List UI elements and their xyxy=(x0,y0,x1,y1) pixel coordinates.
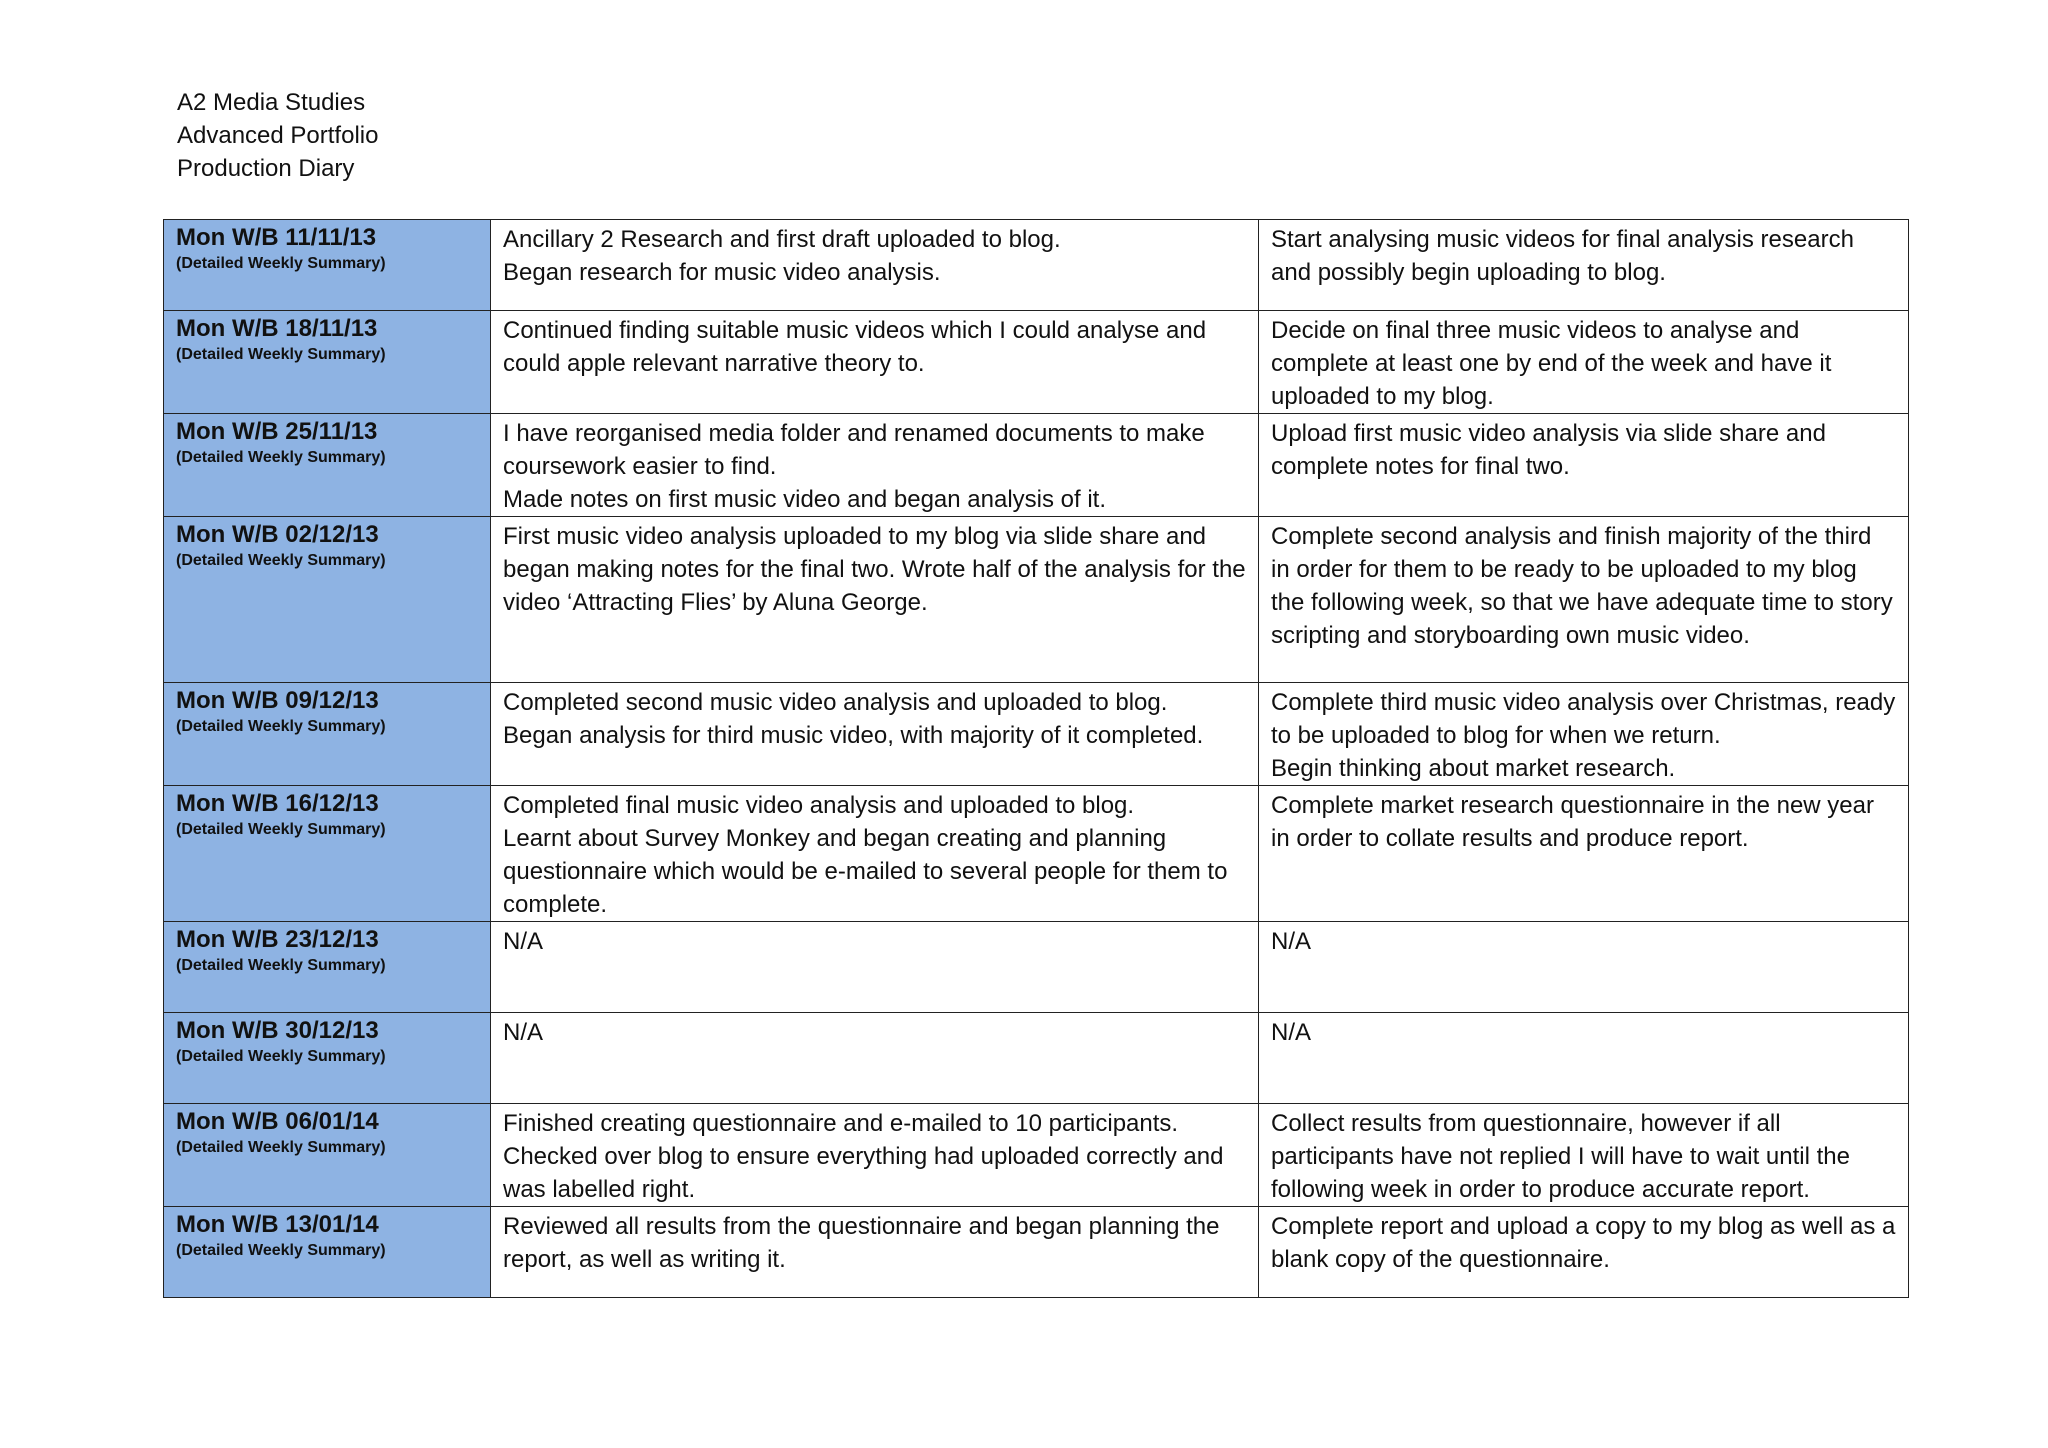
cell-text: N/A xyxy=(503,928,544,955)
next-steps-cell xyxy=(1259,414,1909,517)
table-row xyxy=(164,1013,1909,1104)
cell-text: Checked over blog to ensure everything had uploaded correctly and was labelled right. xyxy=(503,1143,1224,1203)
cell-text: Continued finding suitable music videos which I could analyse and could apple relevant narrative theory to. xyxy=(503,317,1207,377)
cell-text: Decide on final three music videos to analyse and complete at least one by end of the week and have it uploaded to my blog. xyxy=(1271,317,1832,410)
week-summary-note: (Detailed Weekly Summary) xyxy=(176,552,386,569)
progress-cell xyxy=(491,1207,1259,1298)
week-label: Mon W/B 23/12/13 xyxy=(176,926,379,953)
table-row xyxy=(164,1207,1909,1298)
week-cell xyxy=(164,922,491,1013)
week-cell xyxy=(164,311,491,414)
progress-cell xyxy=(491,220,1259,311)
next-steps-cell xyxy=(1259,517,1909,683)
cell-text: Reviewed all results from the questionnaire and began planning the report, as well as writing it. xyxy=(503,1213,1220,1273)
cell-text: Complete market research questionnaire in the new year in order to collate results and produce report. xyxy=(1271,792,1874,852)
cell-text: Learnt about Survey Monkey and began creating and planning questionnaire which would be e-mailed to several people for them to complete. xyxy=(503,825,1228,918)
cell-text: Complete third music video analysis over Christmas, ready to be uploaded to blog for when we return. xyxy=(1271,689,1896,749)
portfolio-title: Advanced Portfolio xyxy=(177,122,379,149)
table-row xyxy=(164,220,1909,311)
cell-text: I have reorganised media folder and renamed documents to make coursework easier to find. xyxy=(503,420,1205,480)
week-summary-note: (Detailed Weekly Summary) xyxy=(176,718,386,735)
week-summary-note: (Detailed Weekly Summary) xyxy=(176,449,386,466)
next-steps-cell xyxy=(1259,922,1909,1013)
week-label: Mon W/B 06/01/14 xyxy=(176,1108,379,1135)
cell-text: Upload first music video analysis via slide share and complete notes for final two. xyxy=(1271,420,1826,480)
table-row xyxy=(164,1104,1909,1207)
week-summary-note: (Detailed Weekly Summary) xyxy=(176,346,386,363)
week-label: Mon W/B 16/12/13 xyxy=(176,790,379,817)
week-label: Mon W/B 11/11/13 xyxy=(176,224,377,251)
diary-table-body xyxy=(164,220,1909,1298)
cell-text: Finished creating questionnaire and e-mailed to 10 participants. xyxy=(503,1110,1179,1137)
next-steps-cell xyxy=(1259,1207,1909,1298)
cell-text: N/A xyxy=(503,1019,544,1046)
progress-cell xyxy=(491,922,1259,1013)
week-cell xyxy=(164,683,491,786)
week-label: Mon W/B 30/12/13 xyxy=(176,1017,379,1044)
cell-text: Completed second music video analysis and uploaded to blog. xyxy=(503,689,1168,716)
table-row xyxy=(164,517,1909,683)
week-cell xyxy=(164,1013,491,1104)
diary-title: Production Diary xyxy=(177,155,355,182)
week-cell xyxy=(164,414,491,517)
week-summary-note: (Detailed Weekly Summary) xyxy=(176,1139,386,1156)
progress-cell xyxy=(491,1013,1259,1104)
progress-cell xyxy=(491,414,1259,517)
next-steps-cell xyxy=(1259,786,1909,922)
week-summary-note: (Detailed Weekly Summary) xyxy=(176,957,386,974)
week-summary-note: (Detailed Weekly Summary) xyxy=(176,1242,386,1259)
next-steps-cell xyxy=(1259,1104,1909,1207)
cell-text: Began research for music video analysis. xyxy=(503,259,941,286)
week-label: Mon W/B 09/12/13 xyxy=(176,687,379,714)
cell-text: Begin thinking about market research. xyxy=(1271,755,1676,782)
next-steps-cell xyxy=(1259,683,1909,786)
progress-cell xyxy=(491,1104,1259,1207)
cell-text: Made notes on first music video and began analysis of it. xyxy=(503,486,1106,513)
progress-cell xyxy=(491,517,1259,683)
week-label: Mon W/B 25/11/13 xyxy=(176,418,378,445)
week-label: Mon W/B 13/01/14 xyxy=(176,1211,379,1238)
table-row xyxy=(164,786,1909,922)
cell-text: N/A xyxy=(1271,1019,1312,1046)
week-summary-note: (Detailed Weekly Summary) xyxy=(176,1048,386,1065)
table-row xyxy=(164,414,1909,517)
week-cell xyxy=(164,786,491,922)
week-summary-note: (Detailed Weekly Summary) xyxy=(176,255,386,272)
progress-cell xyxy=(491,683,1259,786)
production-diary-table xyxy=(163,219,1909,1298)
table-row xyxy=(164,683,1909,786)
week-cell xyxy=(164,1207,491,1298)
table-row xyxy=(164,311,1909,414)
cell-text: First music video analysis uploaded to my blog via slide share and began making notes for the final two. Wrote half of the analysis for the video ‘Attracting Flies’ by Aluna George. xyxy=(503,523,1246,616)
week-cell xyxy=(164,1104,491,1207)
cell-text: N/A xyxy=(1271,928,1312,955)
week-cell xyxy=(164,517,491,683)
next-steps-cell xyxy=(1259,1013,1909,1104)
week-cell xyxy=(164,220,491,311)
week-label: Mon W/B 02/12/13 xyxy=(176,521,379,548)
table-row xyxy=(164,922,1909,1013)
week-summary-note: (Detailed Weekly Summary) xyxy=(176,821,386,838)
course-title: A2 Media Studies xyxy=(177,89,366,116)
progress-cell xyxy=(491,311,1259,414)
document-header xyxy=(177,86,378,185)
cell-text: Complete report and upload a copy to my blog as well as a blank copy of the questionnaire. xyxy=(1271,1213,1896,1273)
next-steps-cell xyxy=(1259,311,1909,414)
cell-text: Completed final music video analysis and uploaded to blog. xyxy=(503,792,1135,819)
next-steps-cell xyxy=(1259,220,1909,311)
progress-cell xyxy=(491,786,1259,922)
cell-text: Collect results from questionnaire, however if all participants have not replied I will have to wait until the following week in order to produce accurate report. xyxy=(1271,1110,1850,1203)
cell-text: Complete second analysis and finish majority of the third in order for them to be ready to be uploaded to my blog the following week, so that we have adequate time to story scripting and storyboarding own music video. xyxy=(1271,523,1893,649)
cell-text: Ancillary 2 Research and first draft uploaded to blog. xyxy=(503,226,1061,253)
week-label: Mon W/B 18/11/13 xyxy=(176,315,378,342)
cell-text: Began analysis for third music video, with majority of it completed. xyxy=(503,722,1204,749)
cell-text: Start analysing music videos for final analysis research and possibly begin uploading to blog. xyxy=(1271,226,1854,286)
